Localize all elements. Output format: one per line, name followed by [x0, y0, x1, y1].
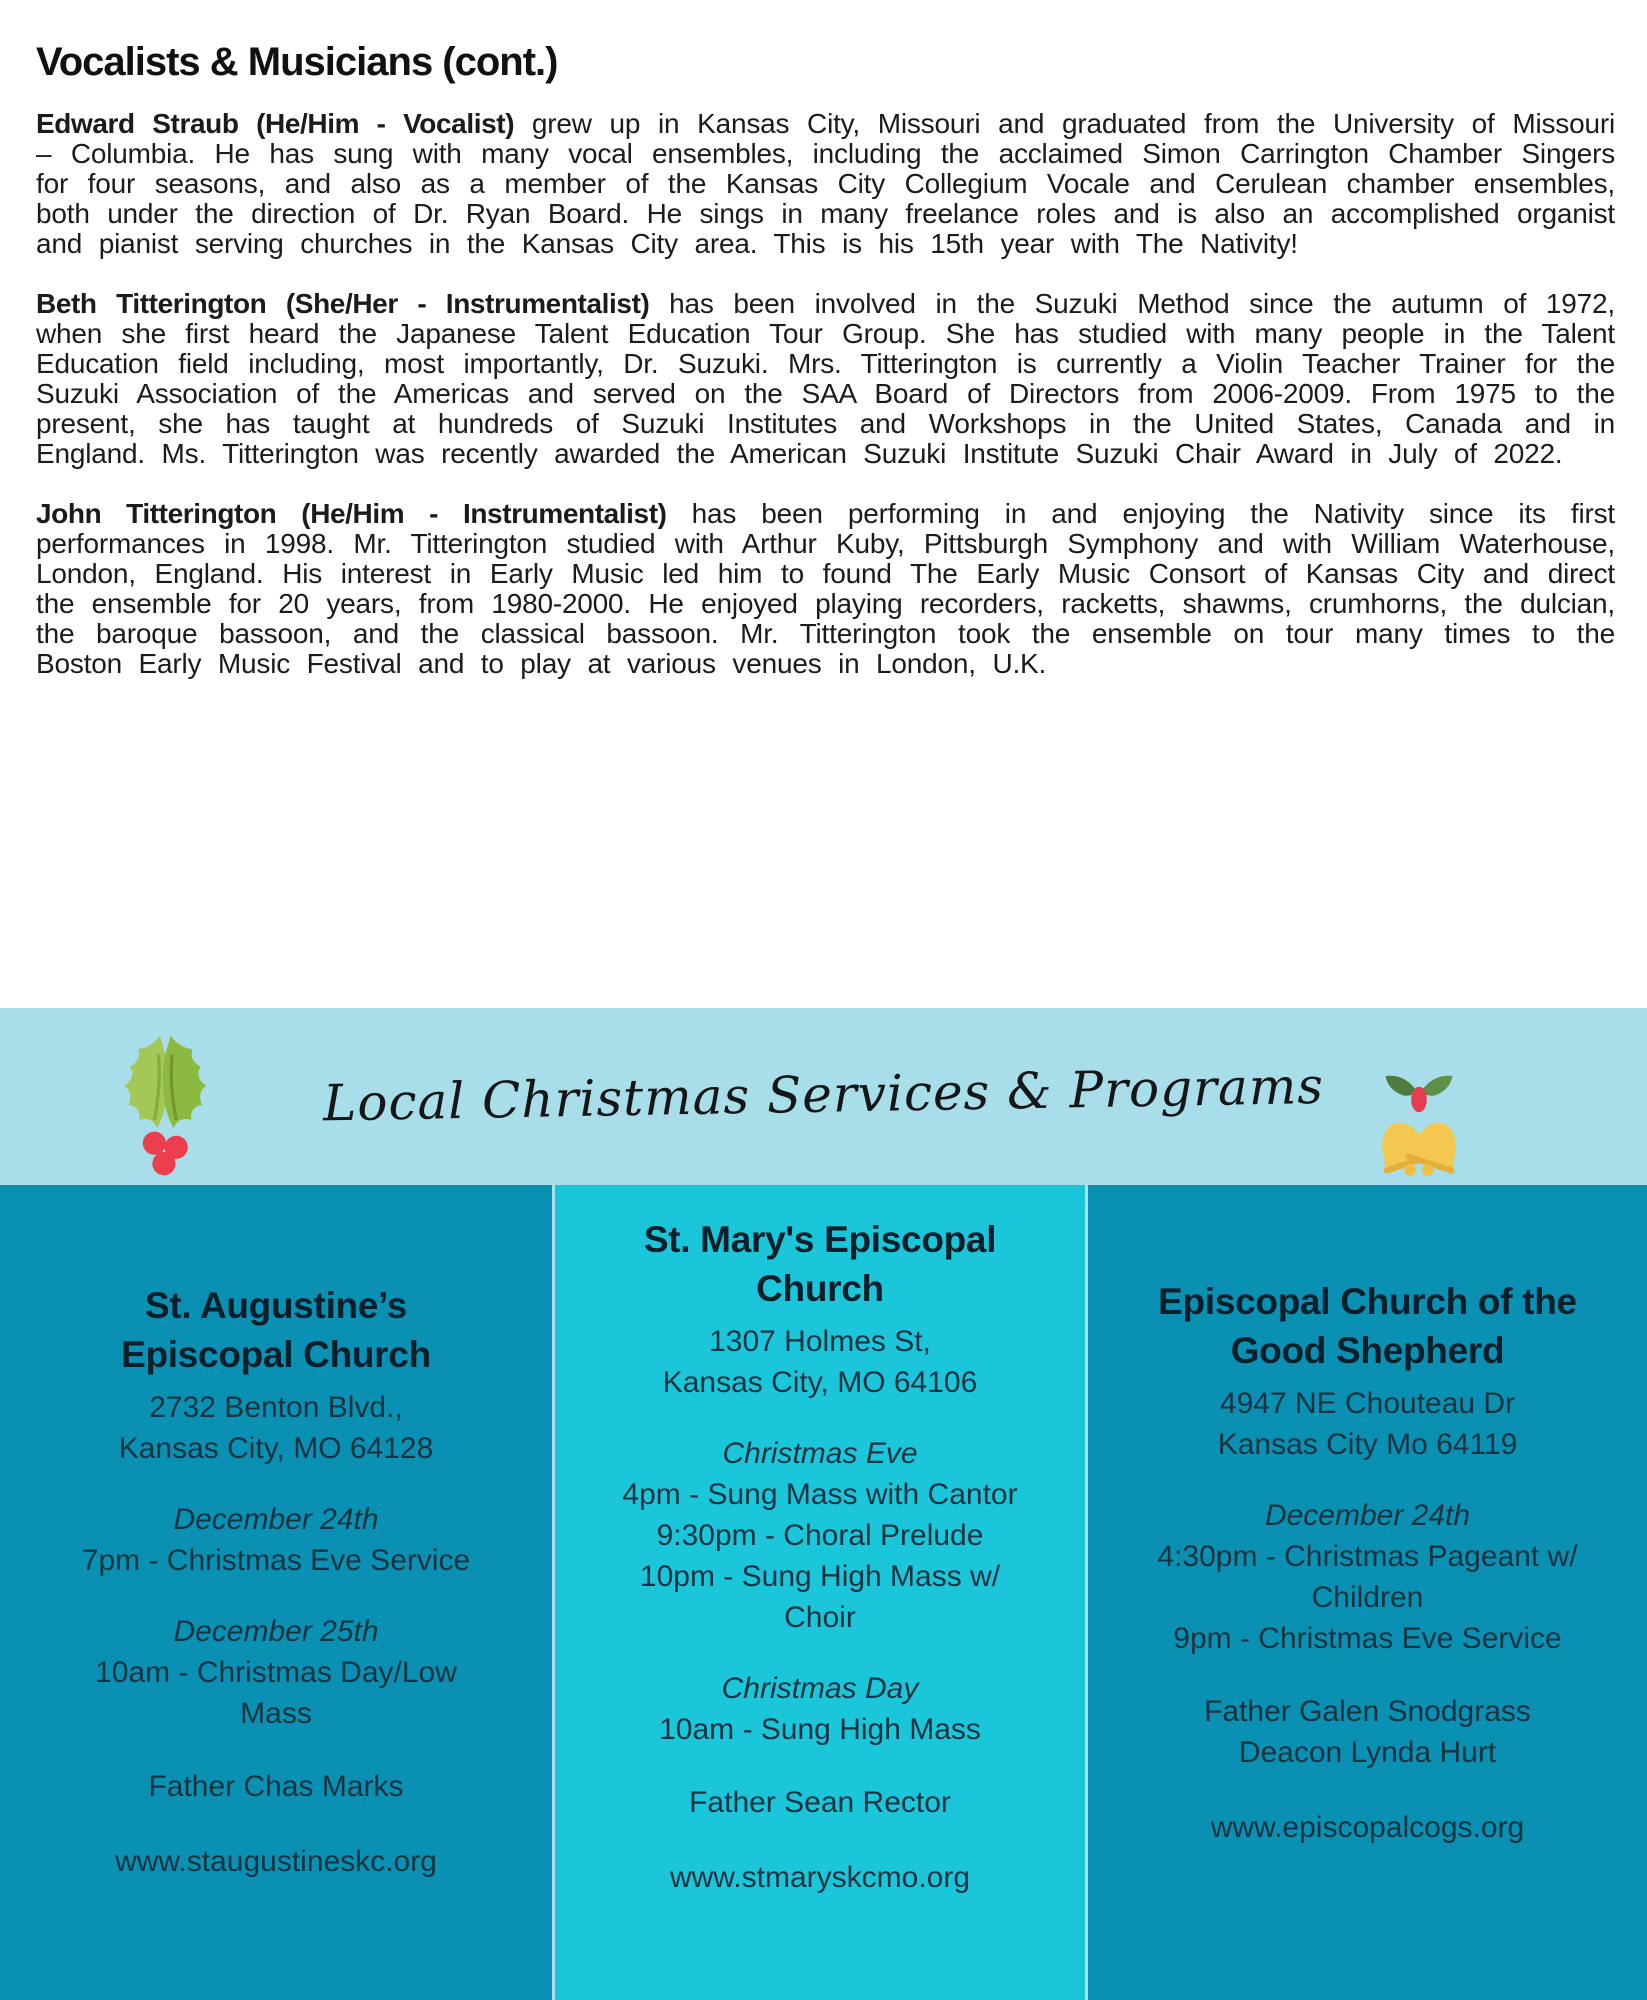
schedule-date: Christmas Eve — [722, 1437, 918, 1470]
church-card-good-shepherd — [1088, 1185, 1647, 2000]
address-line: Kansas City, MO 64128 — [118, 1432, 434, 1465]
banner-title: Local Christmas Services & Programs — [322, 1056, 1325, 1132]
church-address — [70, 1387, 482, 1469]
schedule-block — [615, 1668, 1025, 1750]
bio-john-titterington — [36, 499, 1615, 679]
schedule-date: December 25th — [173, 1615, 379, 1648]
local-services-columns — [0, 1185, 1647, 2000]
clergy-name: Deacon Lynda Hurt — [1238, 1736, 1497, 1769]
schedule-date: December 24th — [1264, 1499, 1471, 1532]
event-line: 10pm - Sung High Mass w/ Choir — [639, 1560, 1001, 1634]
church-address — [1133, 1383, 1602, 1465]
bio-beth-titterington — [36, 289, 1615, 469]
bells-icon — [1359, 1070, 1479, 1178]
bio-name: Beth Titterington (She/Her - Instrumentalist) — [36, 288, 650, 319]
clergy-name: Father Galen Snodgrass — [1204, 1695, 1531, 1728]
bio-name: John Titterington (He/Him - Instrumentalist) — [36, 498, 667, 529]
bio-name: Edward Straub (He/Him - Vocalist) — [36, 108, 515, 139]
church-card-st-augustines — [0, 1185, 552, 2000]
church-address — [615, 1321, 1025, 1403]
church-card-st-marys — [555, 1185, 1085, 2000]
church-name: St. Mary's Episcopal Church — [643, 1219, 997, 1309]
bio-text: grew up in Kansas City, Missouri and graduated from the University of Missouri – Columbia. He has sung with many vocal ensembles, including the acclaimed Simon Carrington Chamber Singers for four seasons, and also as a member of the Kansas City Collegium Vocale and Cerulean chamber ensembles, both under the direction of Dr. Ryan Board. He sings in many freelance roles and is also an accomplished organist and pianist serving churches in the Kansas City area. This is his 15th year with The Nativity! — [36, 108, 1615, 259]
church-name: Episcopal Church of the Good Shepherd — [1158, 1281, 1577, 1371]
address-line: Kansas City, MO 64106 — [662, 1366, 978, 1399]
clergy-name: Father Chas Marks — [148, 1770, 404, 1803]
event-line: 7pm - Christmas Eve Service — [81, 1544, 471, 1577]
section-title: Vocalists & Musicians (cont.) — [36, 40, 558, 84]
bio-text: has been involved in the Suzuki Method since the autumn of 1972, when she first heard the Japanese Talent Education Tour Group. She has studied with many people in the Talent Education field including, most importantly, Dr. Suzuki. Mrs. Titterington is currently a Violin Teacher Trainer for the Suzuki Association of the Americas and served on the SAA Board of Directors from 2006-2009. From 1975 to the present, she has taught at hundreds of Suzuki Institutes and Workshops in the United States, Canada and in England. Ms. Titterington was recently awarded the American Suzuki Institute Suzuki Chair Award in July of 2022. — [36, 288, 1615, 469]
clergy-names — [1133, 1691, 1602, 1773]
event-line: 9:30pm - Choral Prelude — [656, 1519, 984, 1552]
website-url: www.stmaryskcmo.org — [669, 1861, 971, 1894]
church-name: St. Augustine’s Episcopal Church — [121, 1285, 431, 1375]
event-line: 9pm - Christmas Eve Service — [1173, 1622, 1562, 1655]
website-url: www.staugustineskc.org — [115, 1845, 437, 1878]
schedule-block — [70, 1499, 482, 1581]
schedule-date: December 24th — [173, 1503, 379, 1536]
address-line: 4947 NE Chouteau Dr — [1219, 1387, 1516, 1420]
bio-text: has been performing in and enjoying the Nativity since its first performances in 1998. Mr. Titterington studied with Arthur Kuby, Pittsburgh Symphony and with William Waterhouse, London, England. His interest in Early Music led him to found The Early Music Consort of Kansas City and direct the ensemble for 20 years, from 1980-2000. He enjoyed playing recorders, racketts, shawms, crumhorns, the dulcian, the baroque bassoon, and the classical bassoon. Mr. Titterington took the ensemble on tour many times to the Boston Early Music Festival and to play at various venues in London, U.K. — [36, 498, 1616, 679]
event-line: 10am - Christmas Day/Low Mass — [95, 1656, 457, 1730]
address-line: 1307 Holmes St, — [709, 1325, 931, 1358]
event-line: 4:30pm - Christmas Pageant w/ Children — [1157, 1540, 1578, 1614]
schedule-block — [615, 1433, 1025, 1638]
schedule-block — [70, 1611, 482, 1734]
address-line: Kansas City Mo 64119 — [1217, 1428, 1518, 1461]
bio-edward-straub — [36, 109, 1615, 259]
website-url: www.episcopalcogs.org — [1210, 1811, 1525, 1844]
schedule-block — [1133, 1495, 1602, 1659]
schedule-date: Christmas Day — [721, 1672, 919, 1705]
event-line: 4pm - Sung Mass with Cantor — [622, 1478, 1018, 1511]
event-line: 10am - Sung High Mass — [659, 1713, 981, 1746]
christmas-services-banner — [0, 1008, 1647, 1185]
address-line: 2732 Benton Blvd., — [149, 1391, 403, 1424]
clergy-name: Father Sean Rector — [689, 1786, 951, 1819]
